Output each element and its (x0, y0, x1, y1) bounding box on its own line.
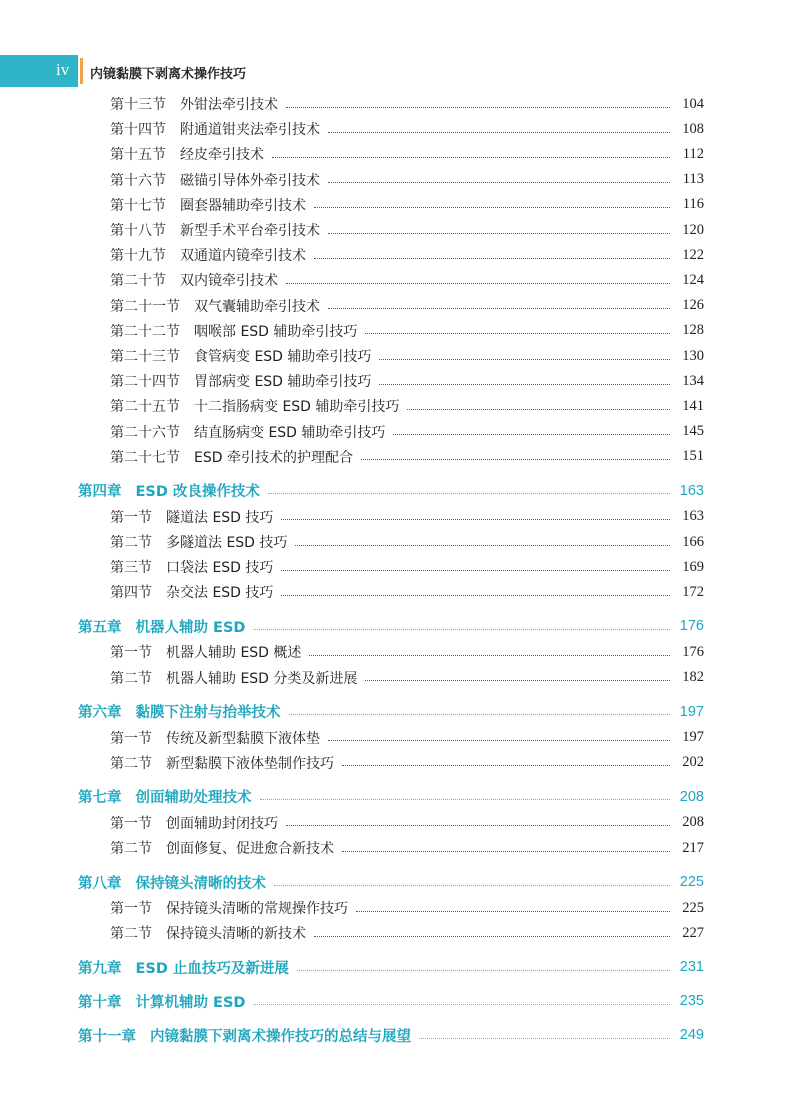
toc-section-entry[interactable] (110, 294, 704, 318)
toc-entry-page-number: 128 (682, 322, 704, 339)
toc-entry-label: 第六章 (78, 705, 122, 722)
toc-entry-page-number: 120 (682, 221, 704, 238)
dot-leader (309, 655, 670, 656)
toc-section-entry[interactable] (110, 369, 704, 393)
toc-entry-label: 第二十二节 (110, 323, 180, 340)
toc-entry-label: 第十一章 (78, 1028, 136, 1045)
toc-entry-page-number: 122 (682, 246, 704, 263)
toc-entry-label: 第一节 (110, 901, 152, 917)
toc-entry-title: 磁锚引导体外牵引技术 (180, 172, 320, 189)
toc-entry-page-number: 172 (682, 583, 704, 600)
dot-leader (365, 333, 670, 334)
toc-entry-title: 外钳法牵引技术 (180, 97, 278, 113)
page-number-roman: iv (56, 60, 70, 79)
toc-entry-label: 第十八节 (110, 223, 166, 239)
toc-entry-label: 第十七节 (110, 197, 166, 214)
toc-entry-page-number: 141 (682, 397, 704, 414)
toc-entry-title: 传统及新型黏膜下液体垫 (166, 730, 320, 747)
toc-chapter-entry[interactable] (78, 479, 704, 503)
toc-section-entry[interactable] (110, 751, 704, 775)
toc-entry-page-number: 113 (682, 171, 704, 188)
toc-entry-label: 第二十三节 (110, 349, 180, 365)
toc-entry-page-number: 163 (682, 508, 704, 525)
toc-entry-title: 保持镜头清晰的技术 (135, 875, 266, 892)
toc-entry-label: 第二十节 (110, 273, 166, 290)
toc-entry-label: 第一节 (110, 730, 152, 747)
toc-entry-label: 第二节 (110, 755, 152, 772)
toc-entry-page-number: 130 (682, 347, 704, 364)
dot-leader (286, 283, 670, 284)
toc-entry-label: 第十六节 (110, 172, 166, 189)
toc-entry-page-number: 166 (682, 533, 704, 550)
dot-leader (295, 545, 670, 546)
header-divider (80, 58, 83, 84)
toc-entry-label: 第二节 (110, 670, 152, 687)
toc-entry-label: 第三节 (110, 560, 152, 577)
dot-leader (286, 825, 670, 826)
toc-entry-title: 计算机辅助 ESD (135, 994, 246, 1011)
toc-entry-page-number: 231 (679, 959, 704, 976)
toc-entry-title: 圈套器辅助牵引技术 (180, 197, 306, 214)
toc-entry-title: 双内镜牵引技术 (180, 273, 278, 290)
toc-entry-label: 第十三节 (110, 97, 166, 113)
dot-leader (361, 459, 670, 460)
toc-entry-label: 第十章 (78, 994, 122, 1011)
toc-entry-title: 保持镜头清晰的常规操作技巧 (166, 901, 348, 917)
toc-section-entry[interactable] (110, 344, 704, 368)
toc-entry-label: 第二节 (110, 535, 152, 551)
toc-entry-label: 第二节 (110, 841, 152, 857)
toc-entry-page-number: 126 (682, 297, 704, 314)
toc-entry-label: 第一节 (110, 509, 152, 526)
toc-section-entry[interactable] (110, 836, 704, 860)
toc-entry-label: 第十四节 (110, 122, 166, 139)
toc-entry-page-number: 202 (682, 754, 704, 771)
toc-section-entry[interactable] (110, 268, 704, 292)
toc-entry-label: 第二十七节 (110, 449, 180, 466)
toc-entry-page-number: 104 (682, 95, 704, 112)
toc-entry-title: 创面修复、促进愈合新技术 (166, 841, 334, 857)
toc-entry-title: 经皮牵引技术 (180, 147, 264, 164)
toc-entry-label: 第十九节 (110, 248, 166, 265)
toc-entry-title: 隧道法 ESD 技巧 (166, 509, 274, 526)
toc-entry-title: 结直肠病变 ESD 辅助牵引技巧 (194, 424, 386, 441)
toc-entry-page-number: 176 (679, 618, 704, 635)
toc-section-entry[interactable] (110, 505, 704, 529)
toc-entry-page-number: 182 (682, 669, 704, 686)
toc-chapter-entry[interactable] (78, 700, 704, 724)
toc-entry-label: 第一节 (110, 815, 152, 832)
toc-entry-title: 杂交法 ESD 技巧 (166, 585, 274, 602)
dot-leader (328, 132, 670, 133)
toc-section-entry[interactable] (110, 420, 704, 444)
toc-entry-page-number: 169 (682, 558, 704, 575)
dot-leader (314, 936, 670, 937)
toc-section-entry[interactable] (110, 445, 704, 469)
toc-section-entry[interactable] (110, 811, 704, 835)
dot-leader (419, 1038, 670, 1039)
toc-chapter-entry[interactable] (78, 955, 704, 979)
toc-section-entry[interactable] (110, 319, 704, 343)
dot-leader (286, 107, 670, 108)
toc-entry-page-number: 197 (679, 703, 704, 720)
toc-entry-title: 内镜黏膜下剥离术操作技巧的总结与展望 (150, 1028, 411, 1045)
toc-chapter-entry[interactable] (78, 785, 704, 809)
dot-leader (356, 911, 670, 912)
toc-entry-title: 食管病变 ESD 辅助牵引技巧 (194, 349, 372, 365)
toc-entry-title: 保持镜头清晰的新技术 (166, 926, 306, 943)
toc-chapter-entry[interactable] (78, 870, 704, 894)
toc-entry-page-number: 116 (682, 196, 704, 213)
toc-chapter-entry[interactable] (78, 614, 704, 638)
toc-entry-title: 咽喉部 ESD 辅助牵引技巧 (194, 323, 358, 340)
toc-entry-label: 第九章 (78, 960, 122, 977)
toc-entry-label: 第十五节 (110, 147, 166, 164)
toc-entry-label: 第二十六节 (110, 424, 180, 441)
toc-entry-page-number: 208 (679, 788, 704, 805)
toc-entry-page-number: 163 (679, 482, 704, 499)
dot-leader (342, 765, 670, 766)
dot-leader (365, 680, 670, 681)
toc-entry-title: ESD 改良操作技术 (135, 484, 260, 501)
dot-leader (328, 233, 670, 234)
toc-entry-title: 胃部病变 ESD 辅助牵引技巧 (194, 374, 372, 391)
toc-entry-label: 第二十一节 (110, 298, 180, 315)
toc-entry-label: 第四章 (78, 484, 122, 501)
toc-entry-label: 第八章 (78, 875, 122, 892)
dot-leader (379, 359, 670, 360)
toc-entry-title: 创面辅助处理技术 (135, 790, 252, 807)
dot-leader (274, 885, 670, 886)
dot-leader (281, 519, 670, 520)
toc-entry-page-number: 176 (682, 643, 704, 660)
toc-entry-label: 第四节 (110, 585, 152, 602)
dot-leader (407, 409, 670, 410)
toc-entry-page-number: 108 (682, 120, 704, 137)
toc-entry-title: 双通道内镜牵引技术 (180, 248, 306, 265)
toc-entry-page-number: 134 (682, 372, 704, 389)
toc-section-entry[interactable] (110, 92, 704, 116)
toc-section-entry[interactable] (110, 666, 704, 690)
toc-entry-page-number: 225 (679, 874, 704, 890)
toc-entry-page-number: 208 (682, 814, 704, 831)
toc-entry-title: 机器人辅助 ESD 分类及新进展 (166, 670, 358, 687)
toc-entry-title: ESD 止血技巧及新进展 (135, 960, 289, 977)
dot-leader (289, 714, 671, 715)
toc-entry-title: 新型手术平台牵引技术 (180, 223, 320, 239)
toc-section-entry[interactable] (110, 168, 704, 192)
toc-entry-title: ESD 牵引技术的护理配合 (194, 449, 353, 466)
toc-entry-title: 新型黏膜下液体垫制作技巧 (166, 755, 334, 772)
toc-entry-page-number: 112 (682, 145, 704, 162)
toc-entry-title: 十二指肠病变 ESD 辅助牵引技巧 (194, 399, 400, 416)
toc-section-entry[interactable] (110, 218, 704, 242)
toc-entry-page-number: 217 (682, 839, 704, 856)
toc-section-entry[interactable] (110, 117, 704, 141)
toc-entry-page-number: 235 (679, 993, 704, 1010)
toc-entry-title: 机器人辅助 ESD 概述 (166, 645, 302, 662)
toc-entry-title: 附通道钳夹法牵引技术 (180, 122, 320, 139)
dot-leader (253, 1004, 670, 1005)
toc-entry-label: 第二十四节 (110, 374, 180, 391)
toc-entry-page-number: 124 (682, 271, 704, 288)
page-header (0, 55, 800, 87)
toc-entry-page-number: 145 (682, 423, 704, 440)
dot-leader (253, 629, 670, 630)
toc-entry-title: 多隧道法 ESD 技巧 (166, 535, 288, 551)
dot-leader (314, 258, 670, 259)
dot-leader (314, 207, 670, 208)
toc-entry-page-number: 227 (682, 924, 704, 941)
dot-leader (272, 157, 670, 158)
running-book-title: 内镜黏膜下剥离术操作技巧 (90, 67, 247, 82)
toc-entry-title: 口袋法 ESD 技巧 (166, 560, 274, 577)
dot-leader (260, 799, 671, 800)
toc-section-entry[interactable] (110, 193, 704, 217)
dot-leader (328, 740, 670, 741)
toc-entry-page-number: 249 (679, 1027, 704, 1044)
toc-section-entry[interactable] (110, 243, 704, 267)
toc-entry-title: 双气囊辅助牵引技术 (194, 298, 320, 315)
toc-section-entry[interactable] (110, 580, 704, 604)
toc-chapter-entry[interactable] (78, 989, 704, 1013)
toc-section-entry[interactable] (110, 726, 704, 750)
toc-section-entry[interactable] (110, 640, 704, 664)
toc-entry-title: 创面辅助封闭技巧 (166, 815, 278, 832)
toc-section-entry[interactable] (110, 530, 704, 554)
toc-section-entry[interactable] (110, 555, 704, 579)
dot-leader (281, 595, 670, 596)
toc-entry-title: 机器人辅助 ESD (135, 619, 246, 636)
toc-entry-page-number: 225 (682, 899, 704, 916)
toc-section-entry[interactable] (110, 896, 704, 920)
dot-leader (268, 493, 670, 494)
toc-entry-label: 第五章 (78, 619, 122, 636)
dot-leader (297, 970, 670, 971)
toc-entry-label: 第一节 (110, 645, 152, 662)
toc-section-entry[interactable] (110, 394, 704, 418)
toc-entry-title: 黏膜下注射与抬举技术 (135, 705, 281, 722)
toc-section-entry[interactable] (110, 142, 704, 166)
dot-leader (328, 308, 670, 309)
toc-entry-label: 第二节 (110, 926, 152, 943)
dot-leader (393, 434, 670, 435)
toc-entry-label: 第二十五节 (110, 399, 180, 416)
dot-leader (342, 851, 670, 852)
toc-section-entry[interactable] (110, 921, 704, 945)
dot-leader (379, 384, 670, 385)
dot-leader (328, 182, 670, 183)
toc-chapter-entry[interactable] (78, 1023, 704, 1047)
toc-entry-label: 第七章 (78, 790, 122, 807)
dot-leader (281, 570, 670, 571)
toc-entry-page-number: 197 (682, 729, 704, 746)
toc-entry-page-number: 151 (682, 448, 704, 465)
